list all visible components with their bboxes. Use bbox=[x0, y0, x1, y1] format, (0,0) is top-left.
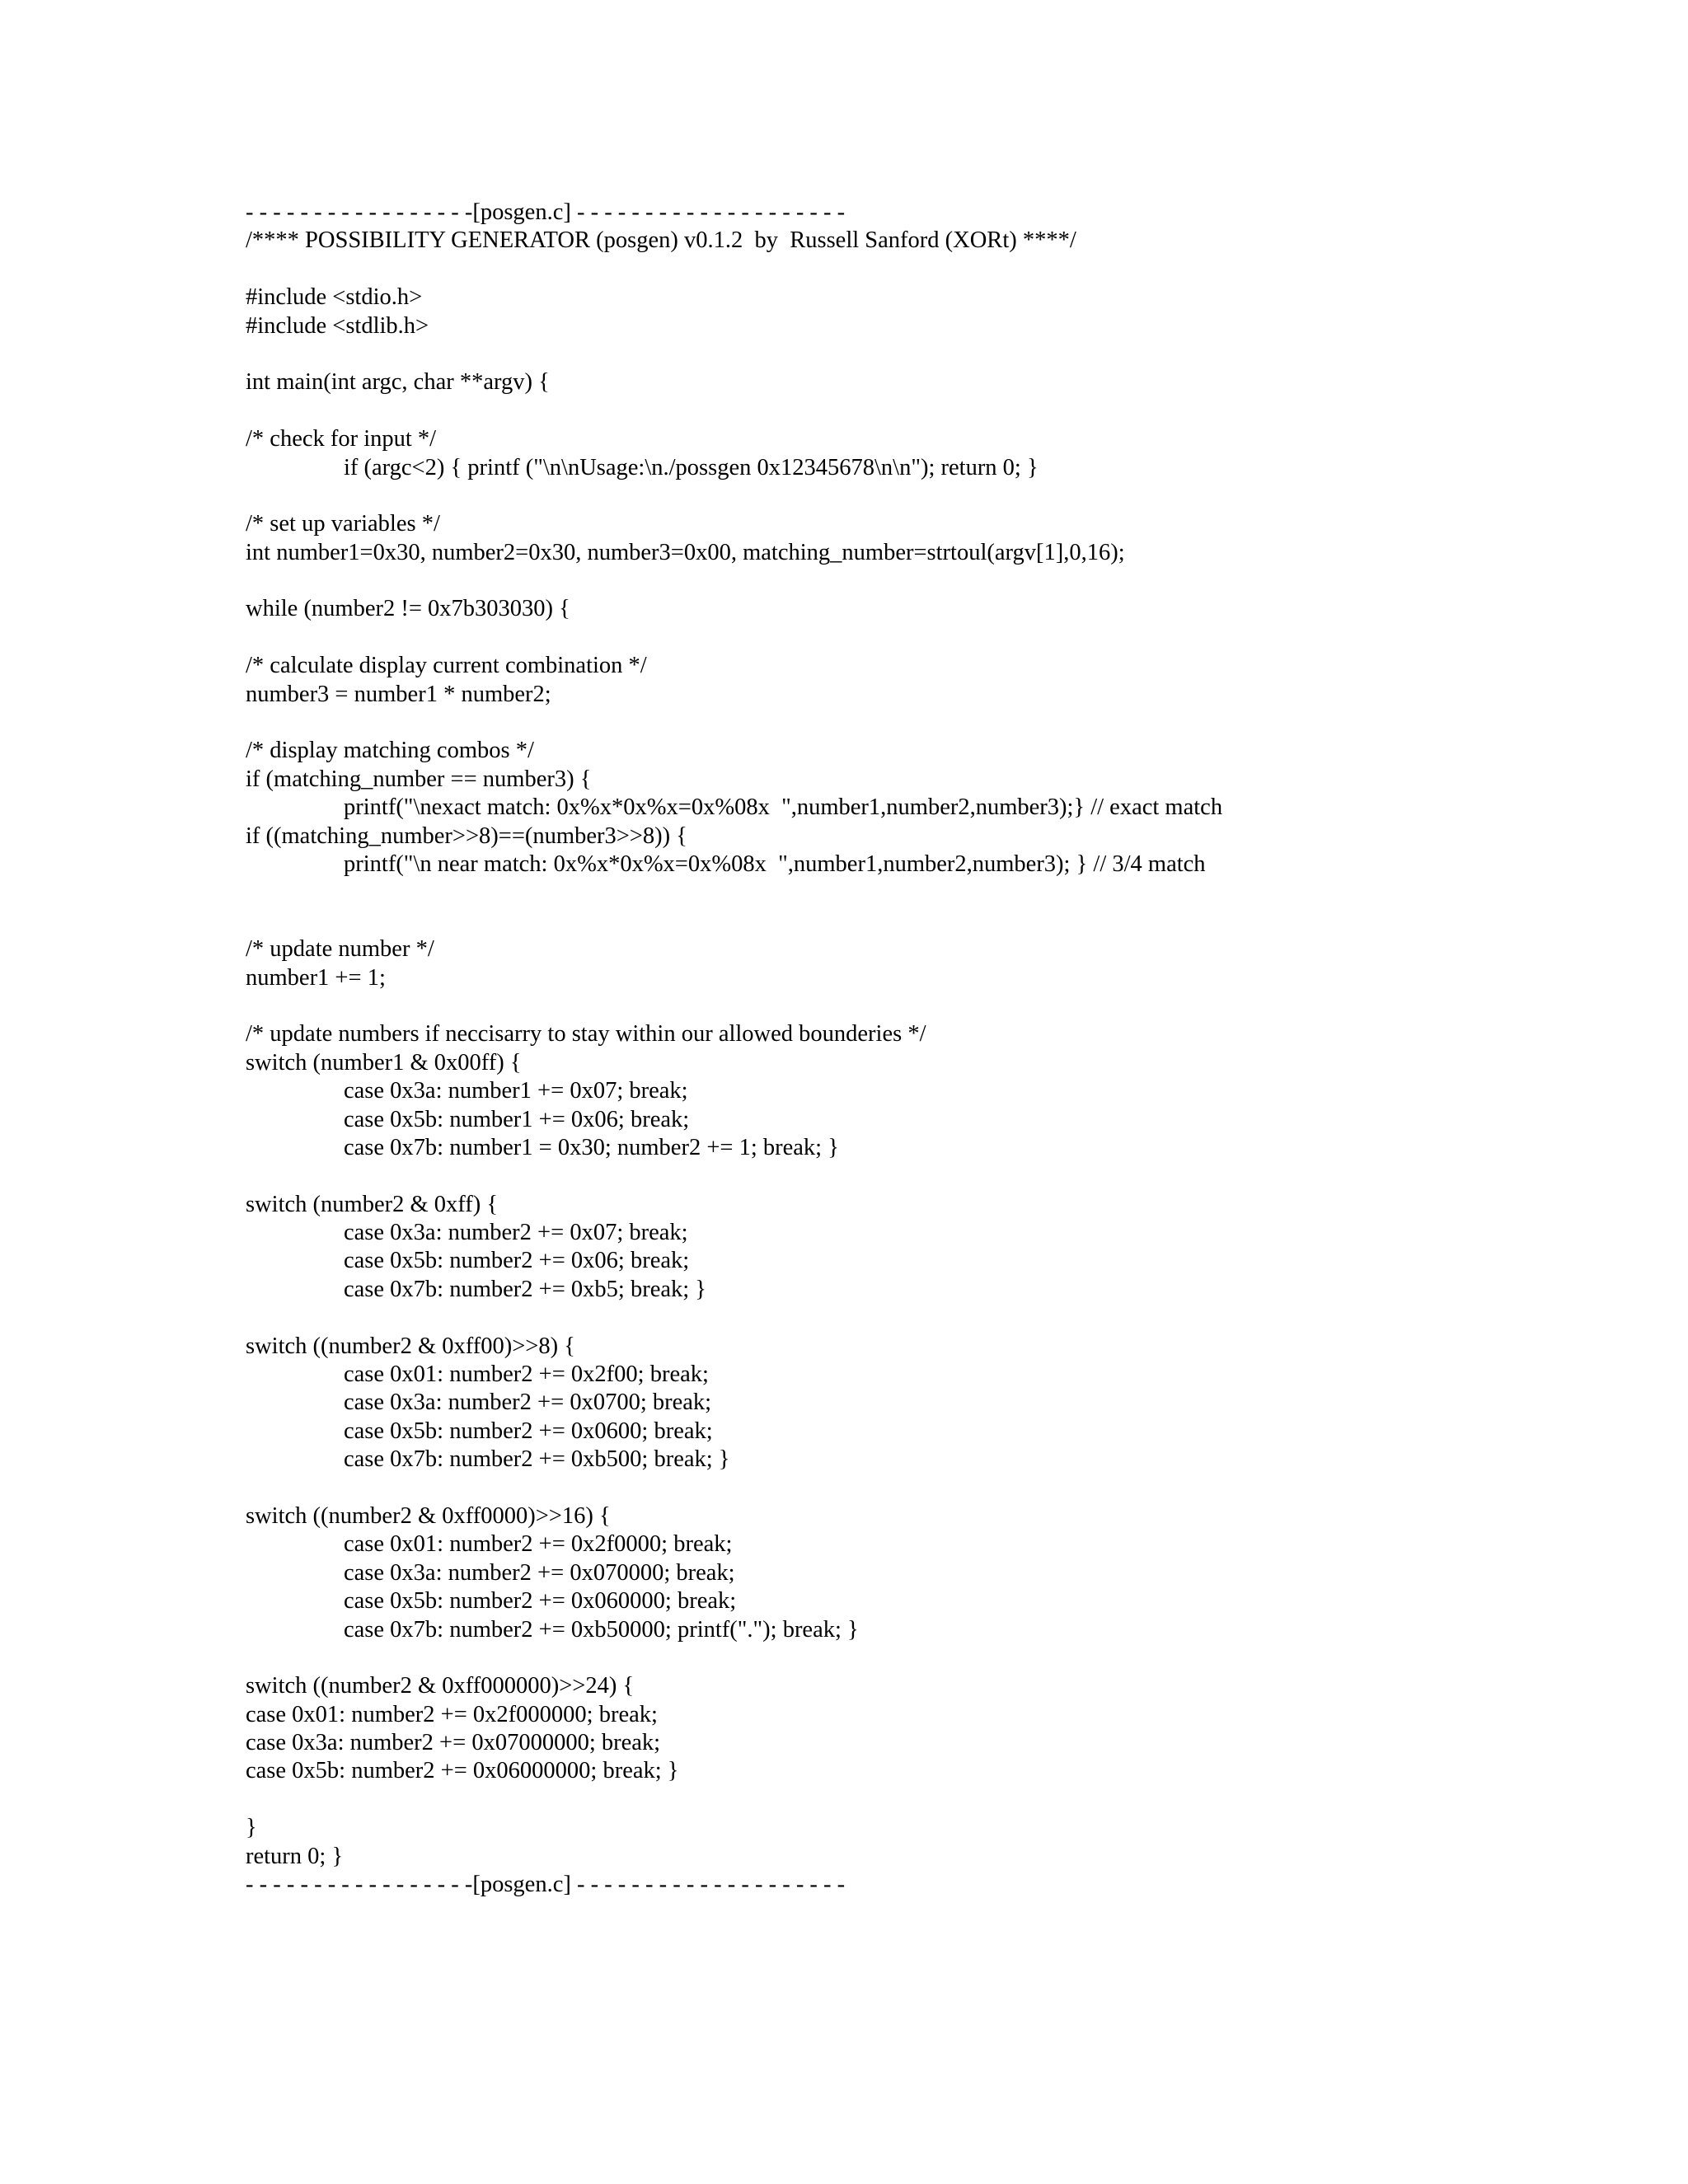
code-line: if (argc<2) { printf ("\n\nUsage:\n./possgen 0x12345678\n\n"); return 0; } bbox=[344, 454, 1039, 480]
blank-line bbox=[246, 992, 1647, 1020]
code-line: switch ((number2 & 0xff00)>>8) { bbox=[246, 1333, 575, 1359]
blank-line bbox=[246, 879, 1647, 907]
code-comment-line: /**** POSSIBILITY GENERATOR (posgen) v0.1.2 by Russell Sanford (XORt) ****/ bbox=[246, 227, 1076, 254]
code-line: case 0x5b: number2 += 0x06000000; break; } bbox=[246, 1758, 679, 1784]
code-line: #include <stdio.h> bbox=[246, 284, 423, 311]
code-line: while (number2 != 0x7b303030) { bbox=[246, 596, 570, 622]
code-line: case 0x5b: number1 += 0x06; break; bbox=[344, 1106, 690, 1132]
code-line: case 0x01: number2 += 0x2f0000; break; bbox=[344, 1531, 733, 1558]
code-line: case 0x5b: number2 += 0x0600; break; bbox=[344, 1418, 713, 1444]
blank-line bbox=[246, 624, 1647, 652]
code-comment-line: /* update number */ bbox=[246, 936, 434, 963]
code-line: number1 += 1; bbox=[246, 964, 386, 991]
blank-line bbox=[246, 397, 1647, 425]
code-line: case 0x3a: number2 += 0x07; break; bbox=[344, 1220, 688, 1246]
code-line: case 0x01: number2 += 0x2f000000; break; bbox=[246, 1701, 658, 1727]
code-line: switch (number1 & 0x00ff) { bbox=[246, 1049, 522, 1076]
code-line: case 0x7b: number1 = 0x30; number2 += 1; break; } bbox=[344, 1134, 839, 1160]
blank-line bbox=[246, 1474, 1647, 1502]
blank-line bbox=[246, 255, 1647, 284]
blank-line bbox=[246, 1644, 1647, 1672]
code-line: case 0x3a: number2 += 0x0700; break; bbox=[344, 1390, 712, 1416]
code-line: case 0x3a: number1 += 0x07; break; bbox=[344, 1078, 688, 1104]
code-line: case 0x5b: number2 += 0x06; break; bbox=[344, 1248, 690, 1274]
code-line: case 0x7b: number2 += 0xb500; break; } bbox=[344, 1446, 730, 1473]
code-line: #include <stdlib.h> bbox=[246, 312, 429, 339]
blank-line bbox=[246, 1304, 1647, 1332]
code-line: switch ((number2 & 0xff000000)>>24) { bbox=[246, 1673, 635, 1699]
code-line: switch (number2 & 0xff) { bbox=[246, 1191, 499, 1217]
code-comment-line: /* display matching combos */ bbox=[246, 738, 534, 764]
code-line: if ((matching_number>>8)==(number3>>8)) { bbox=[246, 823, 687, 849]
file-header-divider: - - - - - - - - - - - - - - - - -[posgen.c] - - - - - - - - - - - - - - - - - - - - bbox=[246, 199, 846, 225]
blank-line bbox=[246, 1162, 1647, 1190]
file-footer-divider: - - - - - - - - - - - - - - - - -[posgen.c] - - - - - - - - - - - - - - - - - - - - bbox=[246, 1872, 846, 1898]
blank-line bbox=[246, 567, 1647, 595]
code-comment-line: /* update numbers if neccisarry to stay within our allowed bounderies */ bbox=[246, 1021, 926, 1047]
code-line: int main(int argc, char **argv) { bbox=[246, 369, 550, 396]
code-line: number3 = number1 * number2; bbox=[246, 681, 551, 707]
blank-line bbox=[246, 482, 1647, 510]
code-line: printf("\n near match: 0x%x*0x%x=0x%08x ",number1,number2,number3); } // 3/4 match bbox=[344, 851, 1206, 877]
code-comment-line: /* calculate display current combination */ bbox=[246, 653, 647, 679]
code-line: case 0x3a: number2 += 0x070000; break; bbox=[344, 1559, 735, 1586]
code-line: if (matching_number == number3) { bbox=[246, 766, 592, 792]
blank-line bbox=[246, 340, 1647, 368]
code-line: printf("\nexact match: 0x%x*0x%x=0x%08x ",number1,number2,number3);} // exact match bbox=[344, 794, 1223, 821]
code-line: case 0x7b: number2 += 0xb50000; printf("."); break; } bbox=[344, 1616, 859, 1643]
code-line: case 0x5b: number2 += 0x060000; break; bbox=[344, 1588, 737, 1615]
code-line: case 0x7b: number2 += 0xb5; break; } bbox=[344, 1276, 706, 1302]
code-comment-line: /* set up variables */ bbox=[246, 511, 440, 537]
code-line: switch ((number2 & 0xff0000)>>16) { bbox=[246, 1502, 611, 1529]
blank-line bbox=[246, 709, 1647, 737]
blank-line bbox=[246, 907, 1647, 935]
code-line: case 0x01: number2 += 0x2f00; break; bbox=[344, 1361, 709, 1388]
code-line: return 0; } bbox=[246, 1843, 344, 1869]
code-line: int number1=0x30, number2=0x30, number3=0x00, matching_number=strtoul(argv[1],0,16); bbox=[246, 539, 1125, 565]
code-line: } bbox=[246, 1815, 257, 1841]
code-line: case 0x3a: number2 += 0x07000000; break; bbox=[246, 1730, 661, 1756]
code-comment-line: /* check for input */ bbox=[246, 426, 437, 452]
blank-line bbox=[246, 1786, 1647, 1814]
source-code-listing bbox=[246, 199, 1647, 1899]
